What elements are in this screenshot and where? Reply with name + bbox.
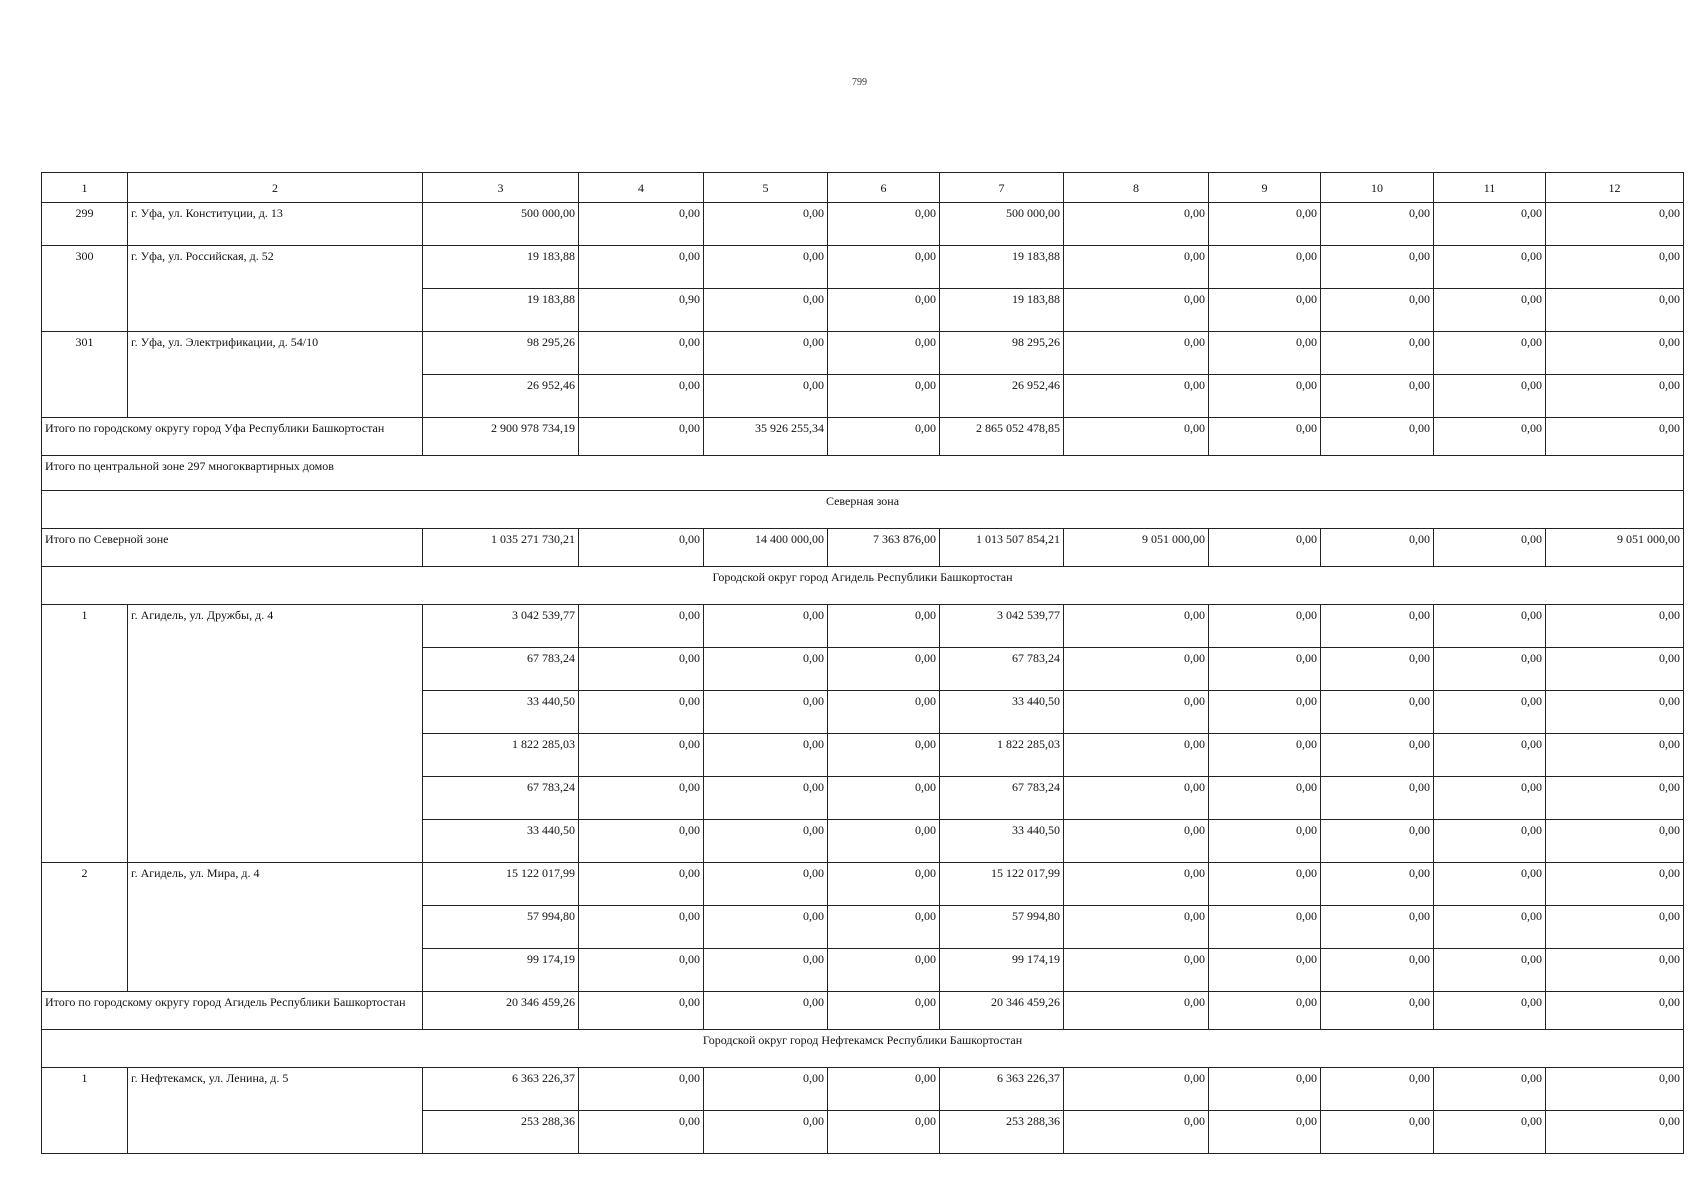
amount-cell: 0,00 (1546, 332, 1684, 375)
amount-cell: 0,00 (1321, 777, 1434, 820)
budget-table (41, 172, 1684, 1154)
amount-cell: 0,00 (1321, 691, 1434, 734)
amount-cell: 33 440,50 (423, 691, 579, 734)
table-row (42, 332, 1684, 375)
amount-cell: 0,00 (1209, 246, 1321, 289)
amount-cell: 0,00 (1064, 1068, 1209, 1111)
amount-cell: 0,00 (1546, 1068, 1684, 1111)
total-label: Итого по городскому округу город Агидель Республики Башкортостан (42, 992, 423, 1030)
amount-cell: 0,00 (828, 777, 940, 820)
amount-cell: 0,00 (1546, 777, 1684, 820)
amount-cell: 99 174,19 (423, 949, 579, 992)
amount-cell: 26 952,46 (423, 375, 579, 418)
amount-cell: 0,00 (704, 246, 828, 289)
amount-cell: 0,00 (579, 906, 704, 949)
amount-cell: 0,00 (1321, 605, 1434, 648)
amount-cell: 0,00 (1434, 992, 1546, 1030)
amount-cell: 1 822 285,03 (940, 734, 1064, 777)
amount-cell: 0,00 (1321, 820, 1434, 863)
amount-cell: 0,00 (828, 1111, 940, 1154)
amount-cell: 0,00 (579, 332, 704, 375)
amount-cell: 0,00 (1209, 691, 1321, 734)
amount-cell: 0,00 (1209, 777, 1321, 820)
amount-cell: 0,00 (828, 820, 940, 863)
amount-cell: 0,00 (1209, 820, 1321, 863)
amount-cell: 0,00 (579, 605, 704, 648)
amount-cell: 67 783,24 (423, 648, 579, 691)
amount-cell: 0,00 (828, 203, 940, 246)
amount-cell: 0,00 (1209, 418, 1321, 456)
amount-cell: 20 346 459,26 (423, 992, 579, 1030)
table-row (42, 1068, 1684, 1111)
amount-cell: 0,00 (1064, 992, 1209, 1030)
amount-cell: 0,00 (579, 863, 704, 906)
address-cell: г. Агидель, ул. Дружбы, д. 4 (128, 605, 423, 863)
total-label: Итого по Северной зоне (42, 529, 423, 567)
amount-cell: 2 900 978 734,19 (423, 418, 579, 456)
amount-cell: 0,00 (1546, 820, 1684, 863)
column-header: 1 (42, 173, 128, 203)
amount-cell: 6 363 226,37 (423, 1068, 579, 1111)
amount-cell: 0,00 (1321, 906, 1434, 949)
note-row (42, 456, 1684, 491)
column-header: 3 (423, 173, 579, 203)
total-row (42, 529, 1684, 567)
amount-cell: 0,00 (1434, 820, 1546, 863)
amount-cell: 0,00 (704, 992, 828, 1030)
amount-cell: 0,00 (704, 375, 828, 418)
section-title: Городской округ город Нефтекамск Республики Башкортостан (42, 1030, 1684, 1068)
row-number: 1 (42, 605, 128, 863)
amount-cell: 0,00 (1209, 289, 1321, 332)
column-header: 9 (1209, 173, 1321, 203)
section-header-row (42, 1030, 1684, 1068)
amount-cell: 0,00 (704, 1068, 828, 1111)
table-row (42, 203, 1684, 246)
amount-cell: 0,00 (1546, 949, 1684, 992)
section-title: Городской округ город Агидель Республики Башкортостан (42, 567, 1684, 605)
amount-cell: 0,00 (579, 777, 704, 820)
table-row (42, 246, 1684, 289)
amount-cell: 33 440,50 (940, 691, 1064, 734)
amount-cell: 0,00 (828, 418, 940, 456)
amount-cell: 0,00 (828, 246, 940, 289)
column-header: 5 (704, 173, 828, 203)
amount-cell: 0,00 (579, 418, 704, 456)
amount-cell: 253 288,36 (423, 1111, 579, 1154)
amount-cell: 0,00 (1434, 1068, 1546, 1111)
amount-cell: 0,00 (579, 529, 704, 567)
amount-cell: 0,00 (1064, 203, 1209, 246)
amount-cell: 67 783,24 (423, 777, 579, 820)
amount-cell: 0,00 (1434, 777, 1546, 820)
amount-cell: 3 042 539,77 (940, 605, 1064, 648)
amount-cell: 33 440,50 (940, 820, 1064, 863)
amount-cell: 0,00 (1209, 863, 1321, 906)
amount-cell: 0,00 (1434, 863, 1546, 906)
amount-cell: 0,00 (1434, 332, 1546, 375)
amount-cell: 35 926 255,34 (704, 418, 828, 456)
amount-cell: 0,00 (1434, 949, 1546, 992)
section-header-row (42, 567, 1684, 605)
column-number-header (42, 173, 1684, 203)
amount-cell: 0,00 (828, 289, 940, 332)
amount-cell: 0,00 (704, 863, 828, 906)
amount-cell: 0,00 (704, 203, 828, 246)
amount-cell: 0,00 (1546, 246, 1684, 289)
amount-cell: 0,00 (579, 1111, 704, 1154)
amount-cell: 0,00 (1064, 289, 1209, 332)
amount-cell: 33 440,50 (423, 820, 579, 863)
amount-cell: 0,00 (1209, 734, 1321, 777)
amount-cell: 0,00 (828, 992, 940, 1030)
amount-cell: 0,00 (1321, 529, 1434, 567)
amount-cell: 0,00 (1434, 203, 1546, 246)
amount-cell: 0,00 (1064, 691, 1209, 734)
amount-cell: 98 295,26 (940, 332, 1064, 375)
amount-cell: 0,00 (1321, 418, 1434, 456)
amount-cell: 0,00 (704, 648, 828, 691)
amount-cell: 9 051 000,00 (1546, 529, 1684, 567)
amount-cell: 0,00 (1321, 1068, 1434, 1111)
amount-cell: 19 183,88 (423, 289, 579, 332)
amount-cell: 0,00 (579, 246, 704, 289)
amount-cell: 0,00 (704, 691, 828, 734)
amount-cell: 0,00 (828, 906, 940, 949)
amount-cell: 0,90 (579, 289, 704, 332)
amount-cell: 0,00 (1064, 375, 1209, 418)
amount-cell: 0,00 (1434, 529, 1546, 567)
amount-cell: 0,00 (1209, 1111, 1321, 1154)
amount-cell: 0,00 (1064, 246, 1209, 289)
amount-cell: 1 822 285,03 (423, 734, 579, 777)
address-cell: г. Агидель, ул. Мира, д. 4 (128, 863, 423, 992)
amount-cell: 0,00 (1064, 820, 1209, 863)
amount-cell: 0,00 (1321, 1111, 1434, 1154)
amount-cell: 0,00 (1064, 777, 1209, 820)
row-number: 301 (42, 332, 128, 418)
amount-cell: 0,00 (828, 949, 940, 992)
amount-cell: 0,00 (1209, 949, 1321, 992)
amount-cell: 0,00 (828, 863, 940, 906)
amount-cell: 0,00 (1209, 648, 1321, 691)
amount-cell: 0,00 (1546, 992, 1684, 1030)
total-row (42, 992, 1684, 1030)
amount-cell: 0,00 (579, 691, 704, 734)
amount-cell: 0,00 (1321, 863, 1434, 906)
amount-cell: 0,00 (1064, 906, 1209, 949)
column-header: 6 (828, 173, 940, 203)
amount-cell: 0,00 (1434, 246, 1546, 289)
amount-cell: 0,00 (579, 820, 704, 863)
amount-cell: 0,00 (1546, 648, 1684, 691)
amount-cell: 0,00 (1434, 1111, 1546, 1154)
row-number: 300 (42, 246, 128, 332)
section-header-row (42, 491, 1684, 529)
amount-cell: 0,00 (704, 332, 828, 375)
amount-cell: 0,00 (1321, 332, 1434, 375)
amount-cell: 14 400 000,00 (704, 529, 828, 567)
amount-cell: 0,00 (1546, 1111, 1684, 1154)
amount-cell: 19 183,88 (940, 246, 1064, 289)
amount-cell: 0,00 (1064, 734, 1209, 777)
amount-cell: 0,00 (579, 375, 704, 418)
amount-cell: 500 000,00 (423, 203, 579, 246)
table-row (42, 863, 1684, 906)
amount-cell: 0,00 (828, 691, 940, 734)
amount-cell: 0,00 (1209, 906, 1321, 949)
address-cell: г. Уфа, ул. Российская, д. 52 (128, 246, 423, 332)
amount-cell: 0,00 (1434, 734, 1546, 777)
amount-cell: 0,00 (1321, 203, 1434, 246)
amount-cell: 0,00 (704, 820, 828, 863)
table-row (42, 605, 1684, 648)
amount-cell: 0,00 (579, 734, 704, 777)
amount-cell: 0,00 (1209, 529, 1321, 567)
amount-cell: 0,00 (1434, 648, 1546, 691)
amount-cell: 67 783,24 (940, 648, 1064, 691)
amount-cell: 0,00 (1064, 605, 1209, 648)
page-number: 799 (852, 77, 867, 88)
amount-cell: 0,00 (1546, 863, 1684, 906)
amount-cell: 1 013 507 854,21 (940, 529, 1064, 567)
amount-cell: 0,00 (1321, 648, 1434, 691)
amount-cell: 57 994,80 (423, 906, 579, 949)
amount-cell: 19 183,88 (423, 246, 579, 289)
amount-cell: 0,00 (1321, 246, 1434, 289)
amount-cell: 0,00 (1209, 1068, 1321, 1111)
amount-cell: 0,00 (1321, 949, 1434, 992)
amount-cell: 0,00 (1209, 203, 1321, 246)
amount-cell: 7 363 876,00 (828, 529, 940, 567)
amount-cell: 0,00 (828, 1068, 940, 1111)
amount-cell: 15 122 017,99 (940, 863, 1064, 906)
amount-cell: 0,00 (1321, 734, 1434, 777)
amount-cell: 0,00 (1321, 992, 1434, 1030)
column-header: 4 (579, 173, 704, 203)
amount-cell: 20 346 459,26 (940, 992, 1064, 1030)
amount-cell: 0,00 (1546, 691, 1684, 734)
row-number: 299 (42, 203, 128, 246)
section-title: Северная зона (42, 491, 1684, 529)
amount-cell: 15 122 017,99 (423, 863, 579, 906)
amount-cell: 0,00 (579, 949, 704, 992)
amount-cell: 0,00 (704, 906, 828, 949)
amount-cell: 99 174,19 (940, 949, 1064, 992)
amount-cell: 0,00 (704, 734, 828, 777)
amount-cell: 0,00 (1546, 289, 1684, 332)
amount-cell: 0,00 (1434, 691, 1546, 734)
amount-cell: 26 952,46 (940, 375, 1064, 418)
column-header: 12 (1546, 173, 1684, 203)
amount-cell: 0,00 (1064, 332, 1209, 375)
amount-cell: 0,00 (1434, 289, 1546, 332)
amount-cell: 19 183,88 (940, 289, 1064, 332)
amount-cell: 0,00 (704, 605, 828, 648)
amount-cell: 0,00 (704, 777, 828, 820)
amount-cell: 0,00 (1064, 949, 1209, 992)
amount-cell: 0,00 (704, 289, 828, 332)
amount-cell: 0,00 (1546, 906, 1684, 949)
total-label: Итого по городскому округу город Уфа Республики Башкортостан (42, 418, 423, 456)
amount-cell: 98 295,26 (423, 332, 579, 375)
amount-cell: 0,00 (1434, 605, 1546, 648)
amount-cell: 0,00 (704, 1111, 828, 1154)
amount-cell: 2 865 052 478,85 (940, 418, 1064, 456)
amount-cell: 0,00 (1546, 203, 1684, 246)
amount-cell: 0,00 (828, 734, 940, 777)
amount-cell: 0,00 (1064, 863, 1209, 906)
amount-cell: 0,00 (704, 949, 828, 992)
amount-cell: 57 994,80 (940, 906, 1064, 949)
amount-cell: 0,00 (1546, 605, 1684, 648)
note-label: Итого по центральной зоне 297 многоквартирных домов (42, 456, 1684, 491)
amount-cell: 0,00 (1321, 375, 1434, 418)
amount-cell: 67 783,24 (940, 777, 1064, 820)
amount-cell: 0,00 (1321, 289, 1434, 332)
amount-cell: 0,00 (1546, 418, 1684, 456)
amount-cell: 0,00 (828, 605, 940, 648)
row-number: 1 (42, 1068, 128, 1154)
amount-cell: 0,00 (579, 992, 704, 1030)
amount-cell: 0,00 (1546, 734, 1684, 777)
amount-cell: 0,00 (1064, 648, 1209, 691)
amount-cell: 6 363 226,37 (940, 1068, 1064, 1111)
amount-cell: 1 035 271 730,21 (423, 529, 579, 567)
total-row (42, 418, 1684, 456)
amount-cell: 0,00 (1434, 906, 1546, 949)
address-cell: г. Нефтекамск, ул. Ленина, д. 5 (128, 1068, 423, 1154)
amount-cell: 0,00 (1209, 375, 1321, 418)
row-number: 2 (42, 863, 128, 992)
amount-cell: 0,00 (1064, 1111, 1209, 1154)
amount-cell: 0,00 (579, 648, 704, 691)
amount-cell: 0,00 (1209, 992, 1321, 1030)
amount-cell: 0,00 (828, 375, 940, 418)
amount-cell: 0,00 (828, 648, 940, 691)
amount-cell: 0,00 (1209, 332, 1321, 375)
column-header: 10 (1321, 173, 1434, 203)
amount-cell: 0,00 (1064, 418, 1209, 456)
amount-cell: 0,00 (579, 203, 704, 246)
amount-cell: 500 000,00 (940, 203, 1064, 246)
address-cell: г. Уфа, ул. Конституции, д. 13 (128, 203, 423, 246)
column-header: 7 (940, 173, 1064, 203)
amount-cell: 0,00 (1209, 605, 1321, 648)
amount-cell: 253 288,36 (940, 1111, 1064, 1154)
amount-cell: 9 051 000,00 (1064, 529, 1209, 567)
amount-cell: 3 042 539,77 (423, 605, 579, 648)
amount-cell: 0,00 (579, 1068, 704, 1111)
amount-cell: 0,00 (1546, 375, 1684, 418)
amount-cell: 0,00 (1434, 418, 1546, 456)
column-header: 11 (1434, 173, 1546, 203)
column-header: 8 (1064, 173, 1209, 203)
column-header: 2 (128, 173, 423, 203)
address-cell: г. Уфа, ул. Электрификации, д. 54/10 (128, 332, 423, 418)
amount-cell: 0,00 (828, 332, 940, 375)
amount-cell: 0,00 (1434, 375, 1546, 418)
